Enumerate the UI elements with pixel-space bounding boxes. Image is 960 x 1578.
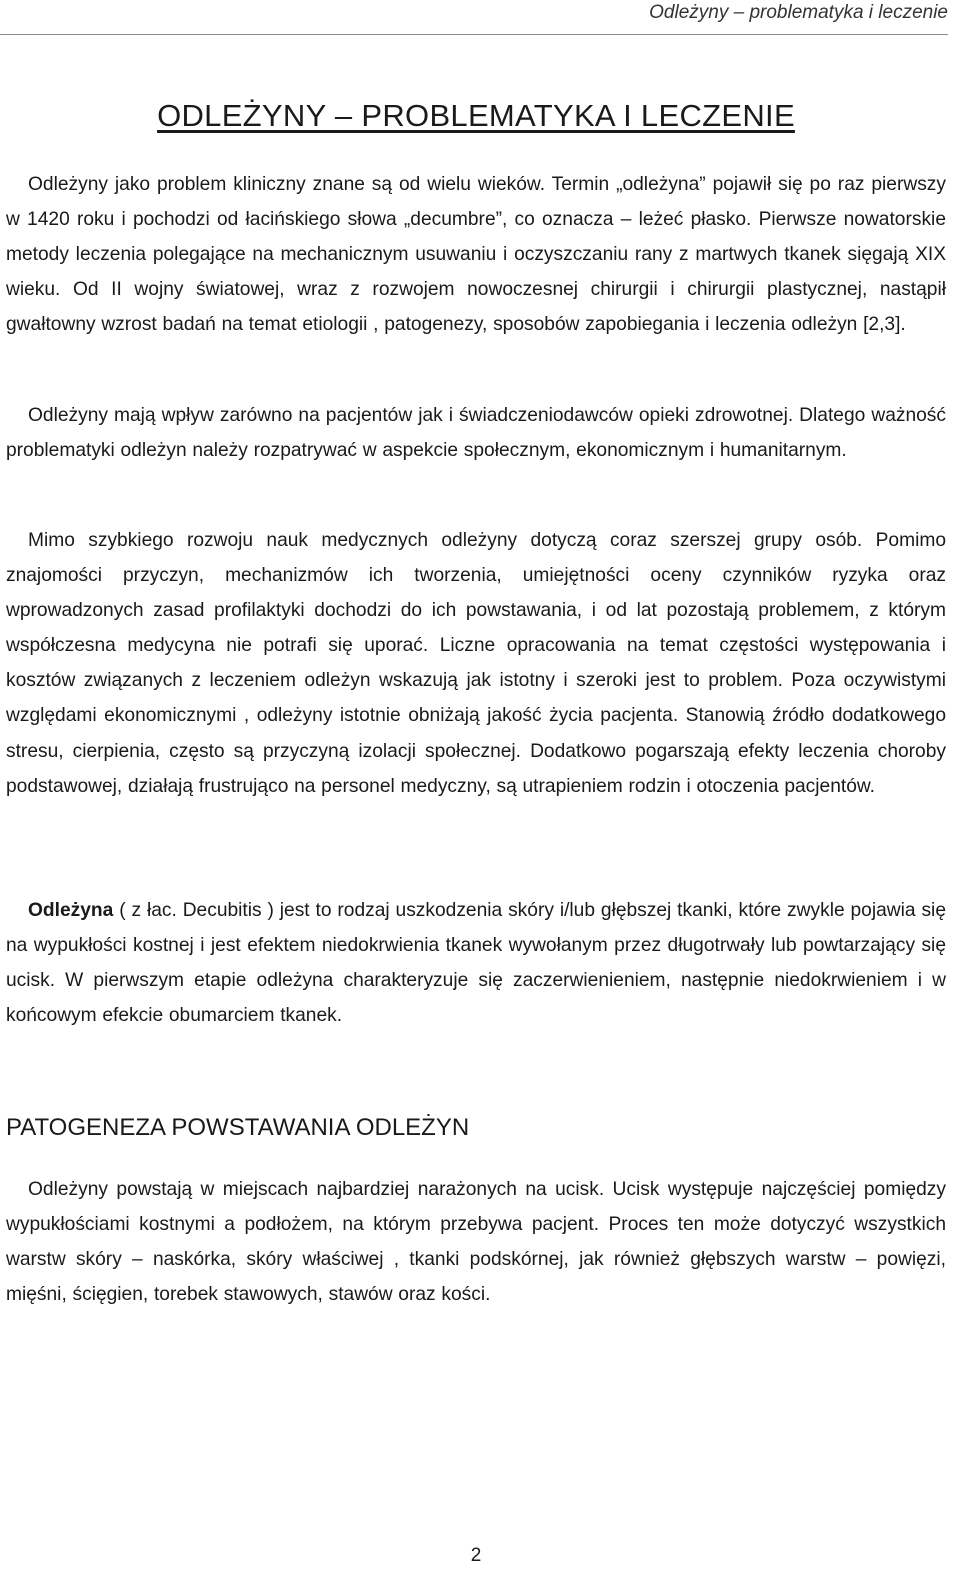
- paragraph-impact: Odleżyny mają wpływ zarówno na pacjentów jak i świadczeniodawców opieki zdrowotnej. Dlatego ważność problematyki odleżyn należy rozpatrywać w aspekcie społecznym, ekonomicznym i humanitarnym.: [6, 405, 946, 462]
- paragraph-history: Odleżyny jako problem kliniczny znane są od wielu wieków. Termin „odleżyna” pojawił się po raz pierwszy w 1420 roku i pochodzi od łacińskiego słowa „decumbre”, co oznacza – leżeć płasko. Pierwsze nowatorskie metody leczenia polegające na mechanicznym usuwaniu i oczyszczaniu rany z martwych tkanek sięgają XIX wieku. Od II wojny światowej, wraz z rozwojem nowoczesnej chirurgii i chirurgii plastycznej, nastąpił gwałtowny wzrost badań na temat etiologii , patogenezy, sposobów zapobiegania i leczenia odleżyn [2,3].: [6, 174, 946, 336]
- paragraph-definition: [6, 893, 946, 1033]
- paragraph-problem: Mimo szybkiego rozwoju nauk medycznych odleżyny dotyczą coraz szerszej grupy osób. Pomimo znajomości przyczyn, mechanizmów ich tworzenia, umiejętności oceny czynników ryzyka oraz wprowadzonych zasad profilaktyki dochodzi do ich powstawania, i od lat pozostają problemem, z którym współczesna medycyna nie potrafi się uporać. Liczne opracowania na temat częstości występowania i kosztów związanych z leczeniem odleżyn wskazują jak istotny i szeroki jest to problem. Poza oczywistymi względami ekonomicznymi , odleżyny istotnie obniżają jakość życia pacjenta. Stanowią źródło dodatkowego stresu, cierpienia, często są przyczyną izolacji społecznej. Dodatkowo pogarszają efekty leczenia choroby podstawowej, działają frustrująco na personel medyczny, są utrapieniem rodzin i otoczenia pacjentów.: [6, 530, 946, 797]
- running-header: [0, 0, 948, 35]
- page-number: 2: [470, 1545, 482, 1566]
- definition-text: ( z łac. Decubitis ) jest to rodzaj uszkodzenia skóry i/lub głębszej tkanki, które zwykle pojawia się na wypukłości kostnej i jest efektem niedokrwienia tkanek wywołanym przez długotrwały lub powtarzający się ucisk. W pierwszym etapie odleżyna charakteryzuje się zaczerwienieniem, następnie niedokrwieniem i w końcowym efekcie obumarciem tkanek.: [6, 900, 946, 1027]
- section-heading: PATOGENEZA POWSTAWANIA ODLEŻYN: [6, 1114, 470, 1141]
- running-header-title: Odleżyny – problematyka i leczenie: [649, 2, 948, 23]
- page-title: ODLEŻYNY – PROBLEMATYKA I LECZENIE: [157, 98, 795, 133]
- paragraph-pathogenesis: Odleżyny powstają w miejscach najbardziej narażonych na ucisk. Ucisk występuje najczęściej pomiędzy wypukłościami kostnymi a podłożem, na którym przebywa pacjent. Proces ten może dotyczyć wszystkich warstw skóry – naskórka, skóry właściwej , tkanki podskórnej, jak również głębszych warstw – powięzi, mięśni, ścięgien, torebek stawowych, stawów oraz kości.: [6, 1179, 946, 1306]
- definition-term: Odleżyna: [28, 900, 114, 921]
